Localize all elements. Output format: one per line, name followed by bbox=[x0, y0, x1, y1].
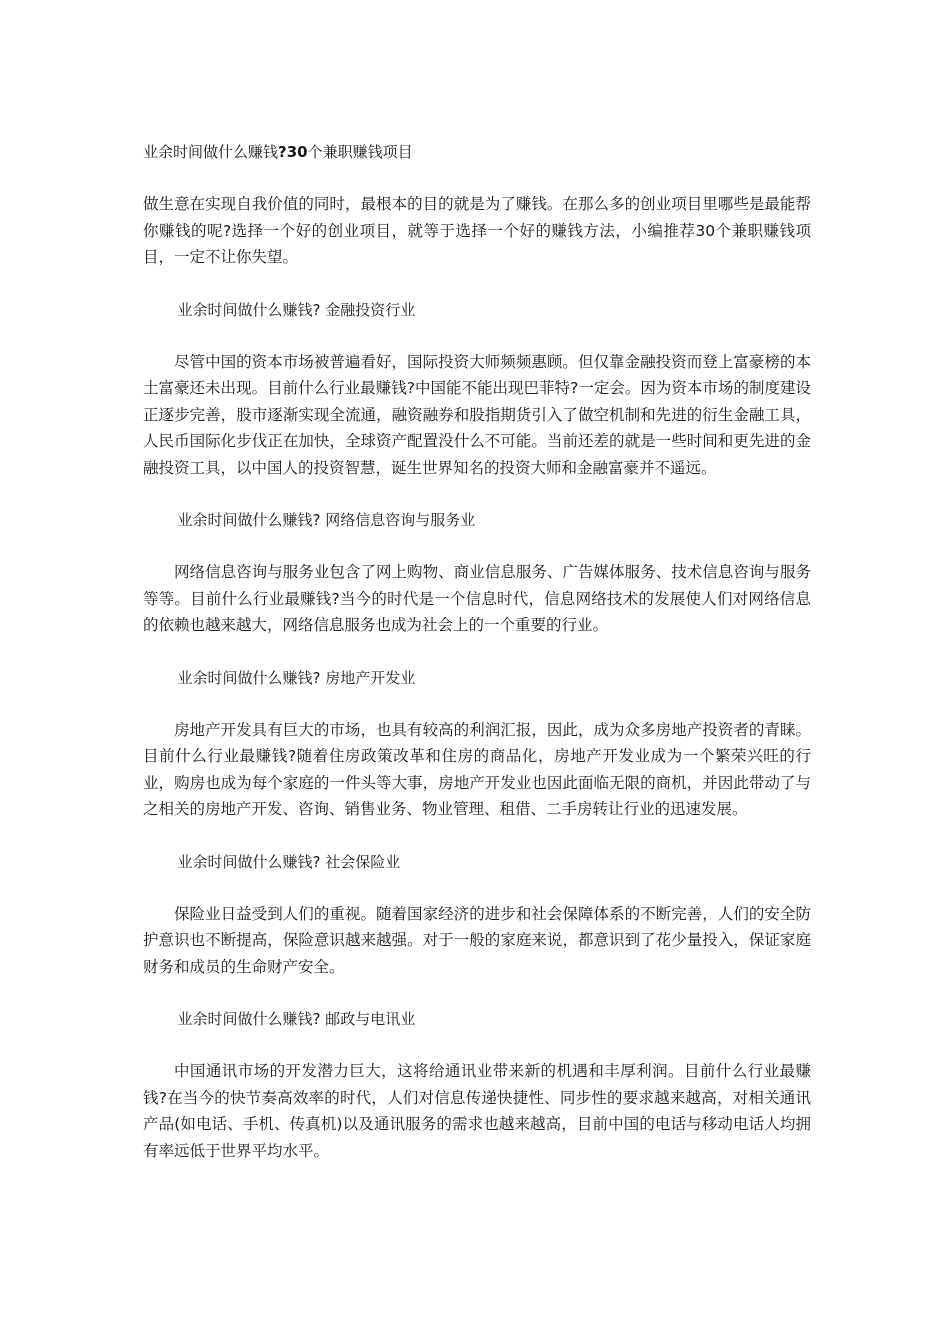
section-heading: 业余时间做什么赚钱? 邮政与电讯业 bbox=[177, 1010, 416, 1028]
section-paragraph: 房地产开发具有巨大的市场，也具有较高的利润汇报，因此，成为众多房地产投资者的青睐。目前什么行业最赚钱?随着住房政策改革和住房的商品化，房地产开发业成为一个繁荣兴旺的行业，购房也成为每个家庭的一件头等大事，房地产开发业也因此面临无限的商机，并因此带动了与之相关的房地产开发、咨询、销售业务、物业管理、租借、二手房转让行业的迅速发展。 bbox=[143, 720, 811, 818]
title-prefix: 业余时间做什么赚钱 bbox=[143, 143, 279, 161]
document-body bbox=[143, 139, 811, 1190]
document-title bbox=[143, 139, 811, 165]
section-heading: 业余时间做什么赚钱? 社会保险业 bbox=[177, 852, 401, 871]
title-suffix: 个兼职赚钱项目 bbox=[307, 143, 413, 161]
section-paragraph: 网络信息咨询与服务业包含了网上购物、商业信息服务、广告媒体服务、技术信息咨询与服务等等。目前什么行业最赚钱?当今的时代是一个信息时代，信息网络技术的发展使人们对网络信息的依赖也越来越大，网络信息服务也成为社会上的一个重要的行业。 bbox=[143, 563, 811, 634]
title-number: ?30 bbox=[278, 143, 308, 161]
section-paragraph: 中国通讯市场的开发潜力巨大，这将给通讯业带来新的机遇和丰厚利润。目前什么行业最赚钱?在当今的快节奏高效率的时代，人们对信息传递快捷性、同步性的要求越来越高，对相关通讯产品(如电话、手机、传真机)以及通讯服务的需求也越来越高，目前中国的电话与移动电话人均拥有率远低于世界平均水平。 bbox=[143, 1062, 811, 1160]
section-heading: 业余时间做什么赚钱? 房地产开发业 bbox=[177, 668, 416, 687]
section-paragraph: 保险业日益受到人们的重视。随着国家经济的进步和社会保障体系的不断完善，人们的安全防护意识也不断提高，保险意识越来越强。对于一般的家庭来说，都意识到了花少量投入，保证家庭财务和成员的生命财产安全。 bbox=[143, 904, 811, 976]
section-paragraph: 尽管中国的资本市场被普遍看好，国际投资大师频频惠顾。但仅靠金融投资而登上富豪榜的本土富豪还未出现。目前什么行业最赚钱?中国能不能出现巴菲特?一定会。因为资本市场的制度建设正逐步完善，股市逐渐实现全流通，融资融券和股指期货引入了做空机制和先进的衍生金融工具，人民币国际化步伐正在加快，全球资产配置没什么不可能。当前还差的就是一些时间和更先进的金融投资工具，以中国人的投资智慧，诞生世界知名的投资大师和金融富豪并不遥远。 bbox=[143, 352, 811, 477]
intro-paragraph: 做生意在实现自我价值的同时，最根本的目的就是为了赚钱。在那么多的创业项目里哪些是最能帮你赚钱的呢?选择一个好的创业项目，就等于选择一个好的赚钱方法，小编推荐30个兼职赚钱项目，一定不让你失望。 bbox=[143, 195, 811, 266]
section-heading: 业余时间做什么赚钱? 网络信息咨询与服务业 bbox=[177, 511, 476, 529]
section-heading: 业余时间做什么赚钱? 金融投资行业 bbox=[177, 300, 416, 319]
